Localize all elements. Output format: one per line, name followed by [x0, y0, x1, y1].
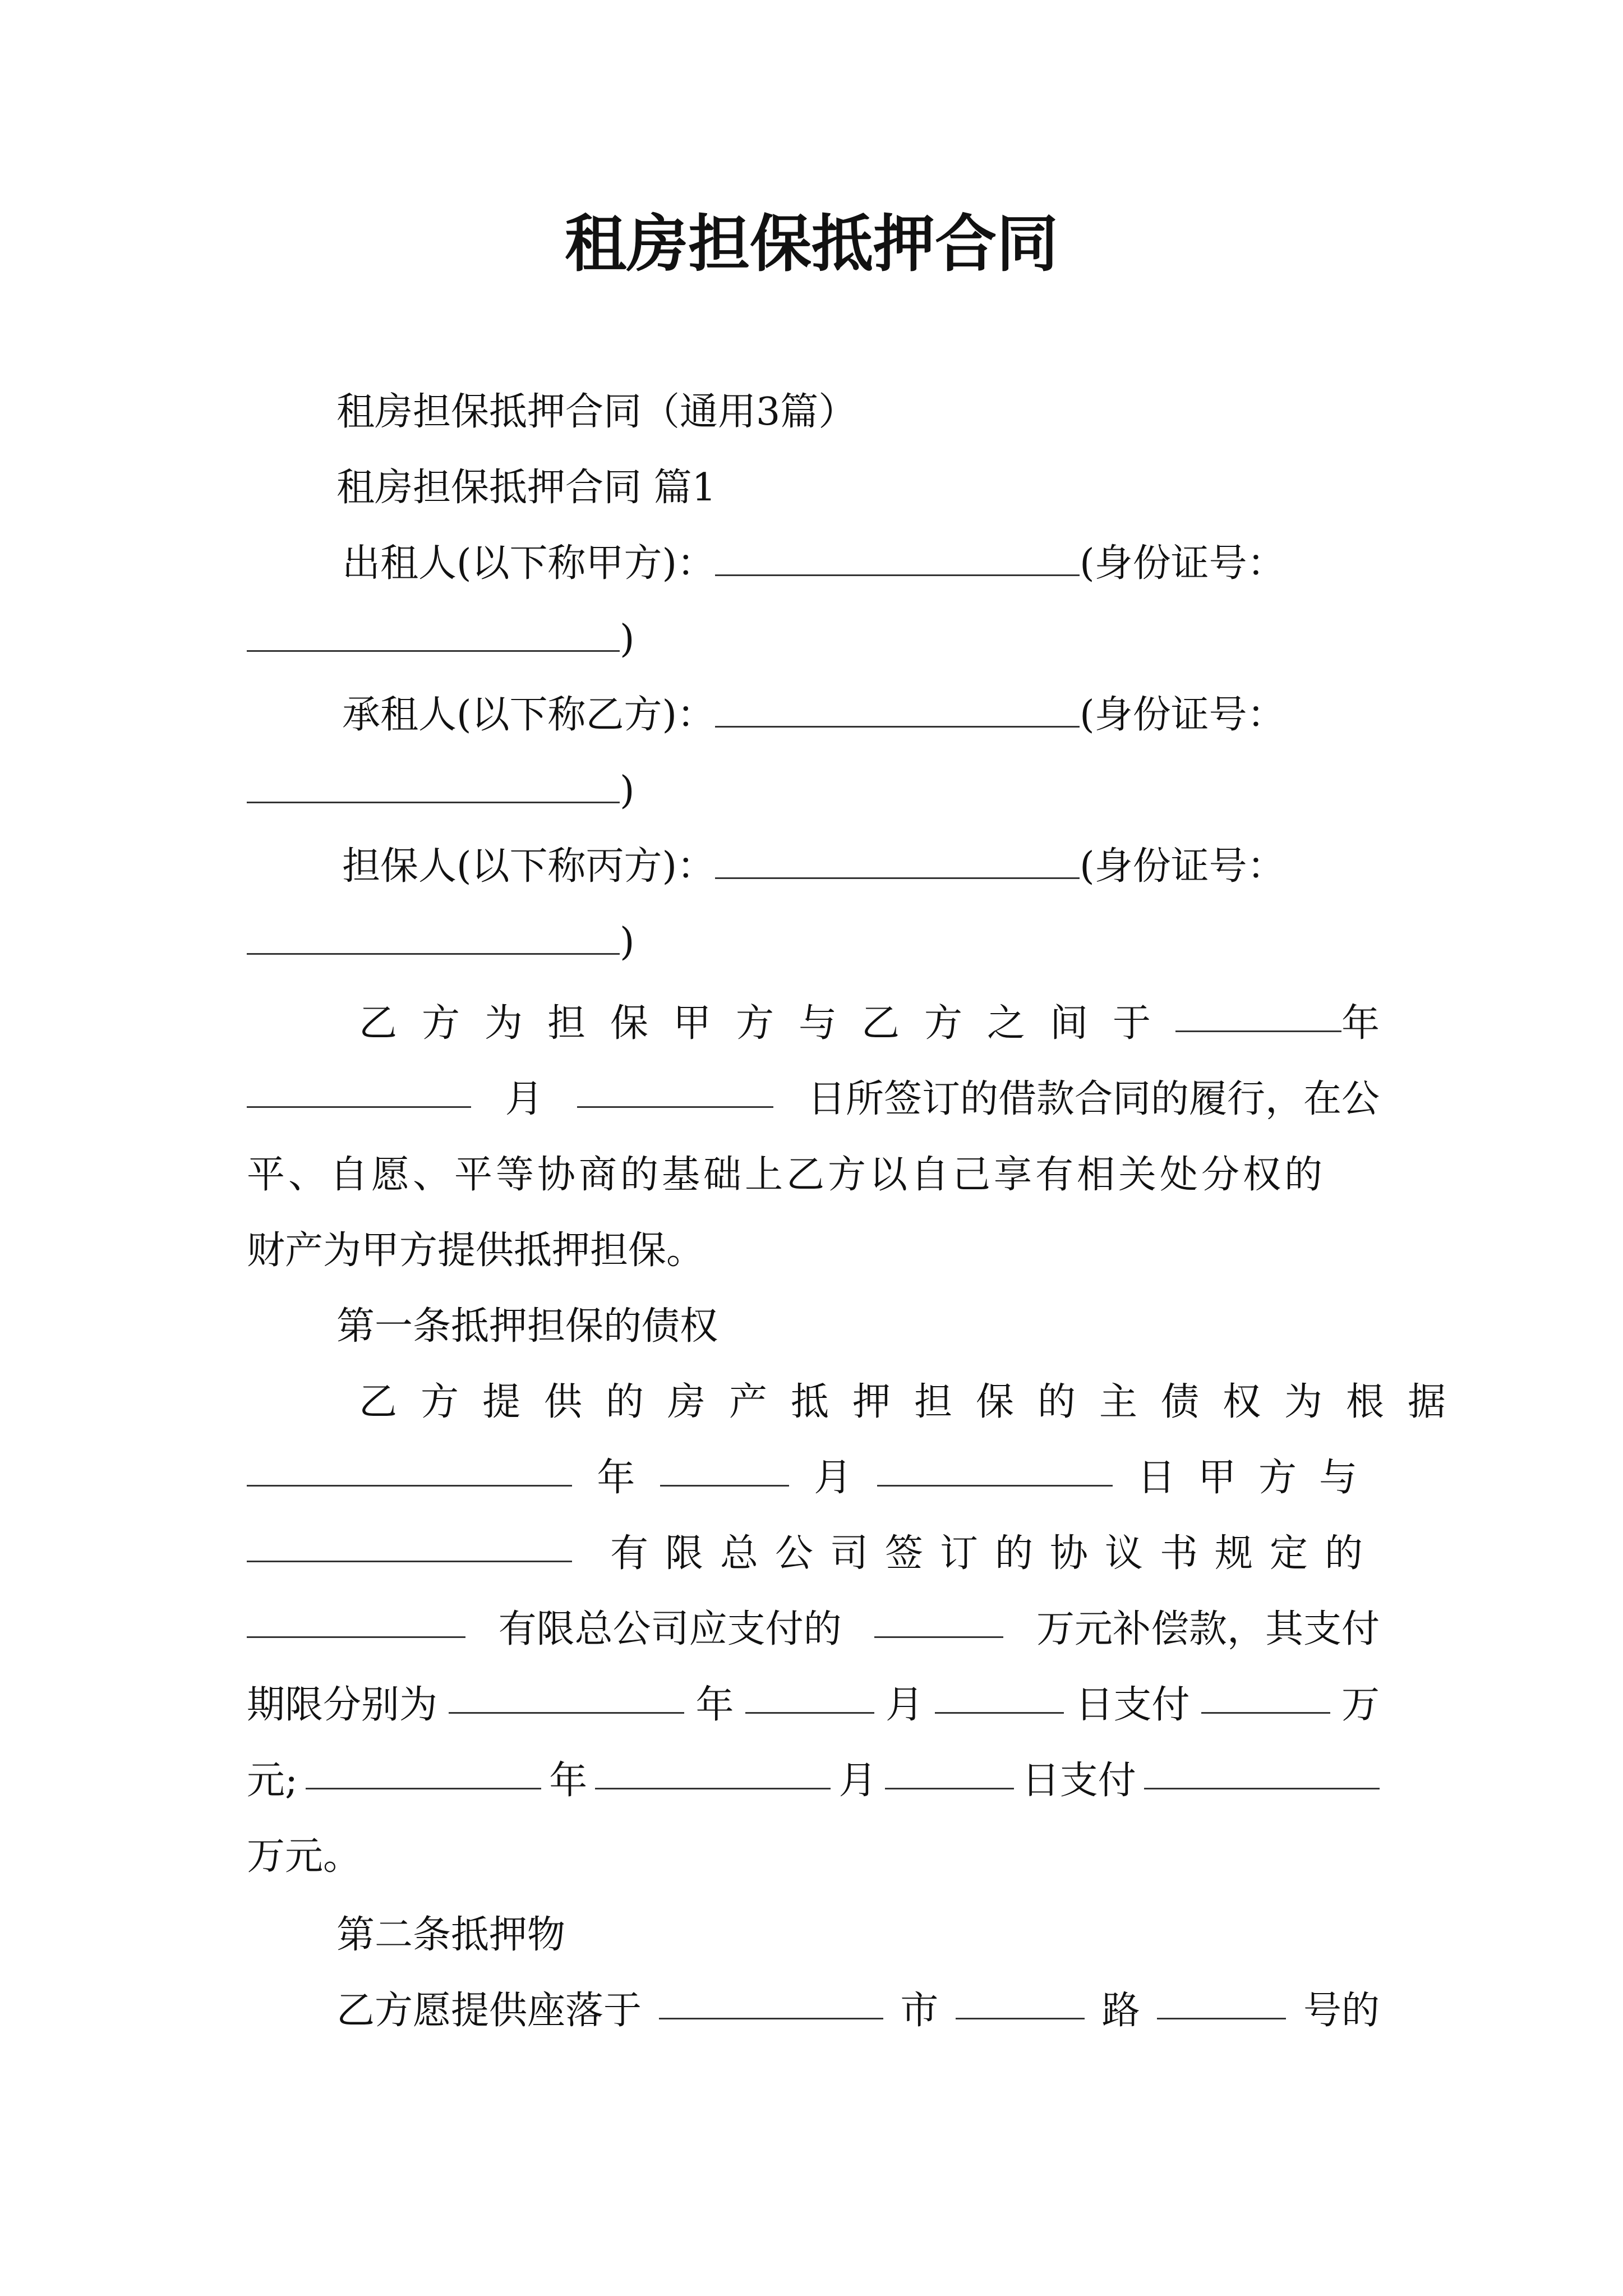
art1-line3-text: 有限总公司签订的协议书规定的: [610, 1531, 1380, 1576]
party-a-id-blank: [247, 615, 620, 652]
art1-line5-c: 月: [885, 1683, 924, 1727]
party-c-id-blank: [247, 918, 620, 955]
party-b-name-blank: [715, 691, 1080, 728]
para1-month: 月: [505, 1077, 543, 1121]
art1-d1-blank: [935, 1677, 1064, 1714]
article2-heading: 第二条抵押物: [336, 1913, 566, 1957]
party-c-name-blank: [715, 843, 1080, 879]
party-a-label: 出租人(以下称甲方)：: [342, 541, 716, 586]
para1-line1: [359, 996, 1380, 1052]
para1-year-blank: [1175, 996, 1341, 1032]
art1-line6-b: 年: [549, 1759, 588, 1803]
party-a-id-row: [247, 611, 1623, 668]
article1-line4: [247, 1602, 1380, 1658]
art2-number-blank: [1157, 1983, 1286, 2019]
document-title: 租房担保抵押合同: [565, 208, 1058, 280]
art1-amt1-blank: [1201, 1677, 1330, 1714]
art2-line1-d: 号的: [1303, 1989, 1380, 2033]
art1-month: 月: [814, 1456, 852, 1500]
party-c-id-label: (身份证号：: [1080, 844, 1285, 889]
section-heading: 租房担保抵押合同 篇1: [336, 466, 716, 510]
party-c-label: 担保人(以下称丙方)：: [342, 844, 716, 889]
art1-day-text: 日甲方与: [1137, 1456, 1380, 1500]
article1-line6: [247, 1753, 1380, 1809]
para1-text: 乙方为担保甲方与乙方之间于: [359, 1001, 1176, 1046]
art1-line6-a: 元;: [247, 1759, 298, 1803]
art2-line1-a: 乙方愿提供座落于: [336, 1989, 642, 2033]
party-c-row: [342, 839, 1623, 895]
art1-line6-c: 月: [838, 1759, 877, 1803]
para1-day-blank: [577, 1071, 773, 1108]
party-a-id-label: (身份证号：: [1080, 541, 1285, 586]
art1-amt2-blank: [1144, 1753, 1380, 1789]
party-c-close: ): [620, 920, 635, 964]
para1-line2-text: 日所签订的借款合同的履行，在公: [807, 1077, 1380, 1121]
art1-line6-d: 日支付: [1021, 1759, 1136, 1803]
art1-line5-b: 年: [695, 1683, 734, 1727]
art1-line4-text-b: 万元补偿款，其支付: [1036, 1607, 1380, 1651]
para1-year: 年: [1341, 1001, 1380, 1046]
art1-company-blank: [247, 1526, 572, 1562]
art1-line4-text-a: 有限总公司应支付的: [498, 1607, 842, 1651]
article1-line3: [247, 1526, 1380, 1582]
art1-y1-blank: [449, 1677, 684, 1714]
art1-d2-blank: [885, 1753, 1014, 1789]
art2-road-blank: [956, 1983, 1085, 2019]
art1-m2-blank: [595, 1753, 831, 1789]
art1-y2-blank: [306, 1753, 541, 1789]
article1-line5: [247, 1677, 1380, 1733]
article1-line1: 乙方提供的房产抵押担保的主债权为根据: [359, 1380, 1470, 1424]
article1-heading: 第一条抵押担保的债权: [336, 1304, 718, 1349]
party-b-id-row: [247, 763, 1623, 819]
party-c-id-row: [247, 914, 1623, 970]
art1-line5-d: 日支付: [1075, 1683, 1190, 1727]
party-b-id-label: (身份证号：: [1080, 693, 1285, 737]
article2-line1: [336, 1983, 1380, 2039]
party-b-id-blank: [247, 767, 620, 803]
art2-line1-b: 市: [900, 1989, 939, 2033]
para1-month-blank: [247, 1071, 471, 1108]
party-a-name-blank: [715, 540, 1080, 576]
art1-year-blank: [247, 1450, 572, 1487]
art1-line5-e: 万: [1341, 1683, 1380, 1727]
art1-day-blank: [877, 1450, 1113, 1487]
art1-company2-blank: [247, 1602, 465, 1638]
party-b-label: 承租人(以下称乙方)：: [342, 693, 716, 737]
art1-amount-blank: [874, 1602, 1003, 1638]
art1-line5-a: 期限分别为: [247, 1683, 438, 1727]
art2-line1-c: 路: [1101, 1989, 1140, 2033]
art1-month-blank: [660, 1450, 789, 1487]
party-a-row: [342, 536, 1623, 592]
article1-line7: 万元。: [247, 1834, 362, 1879]
art2-city-blank: [659, 1983, 883, 2019]
para1-line2: [247, 1071, 1380, 1128]
party-a-close: ): [620, 617, 635, 661]
art1-m1-blank: [745, 1677, 874, 1714]
article1-line2: [247, 1450, 1380, 1506]
document-subtitle: 租房担保抵押合同（通用3篇）: [336, 390, 857, 434]
para1-line4: 财产为甲方提供抵押担保。: [247, 1228, 705, 1273]
party-b-row: [342, 687, 1623, 743]
party-b-close: ): [620, 769, 635, 813]
art1-year: 年: [597, 1456, 635, 1500]
para1-line3: 平、自愿、平等协商的基础上乙方以自己享有相关处分权的: [247, 1153, 1326, 1197]
